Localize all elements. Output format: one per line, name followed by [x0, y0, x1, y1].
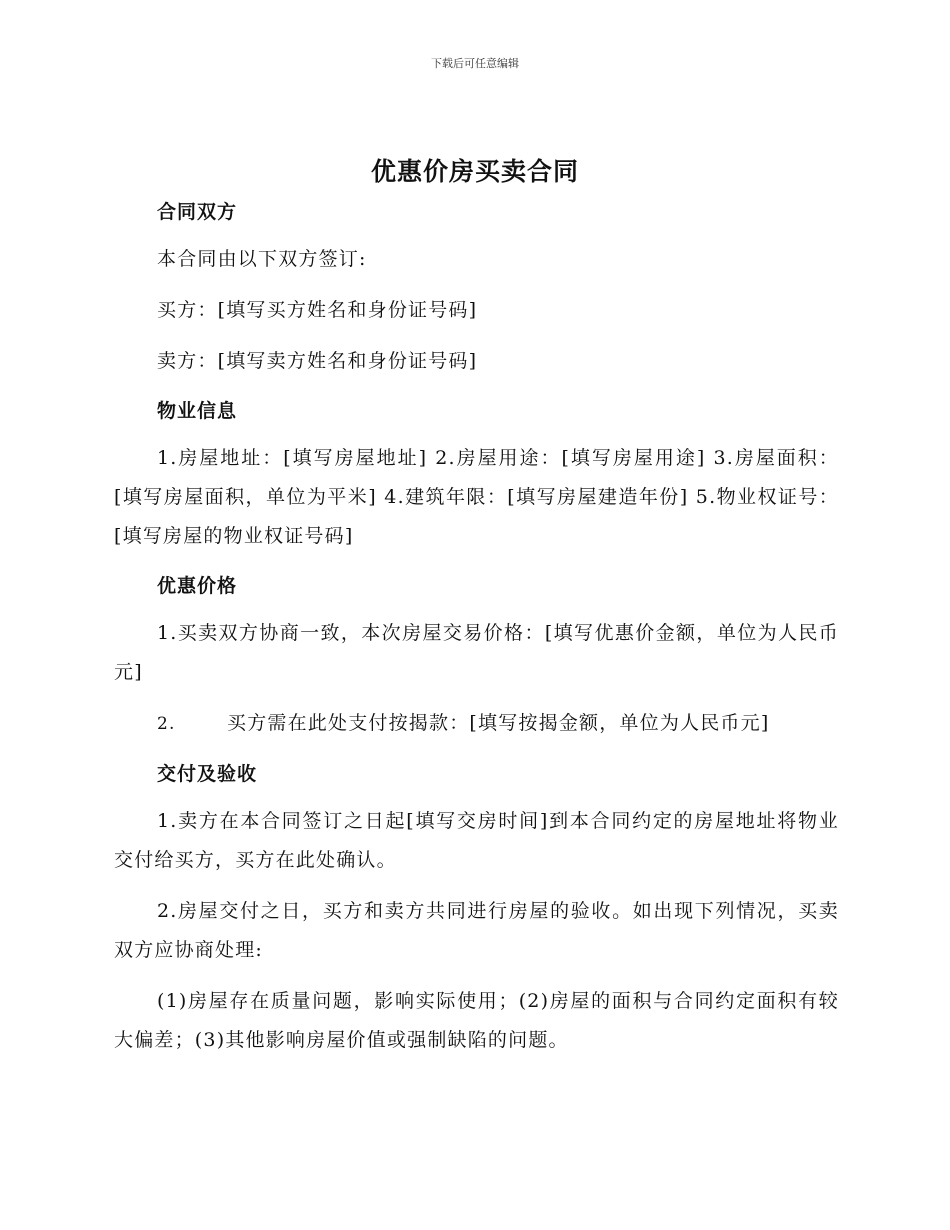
section-heading-property: 物业信息	[157, 400, 238, 422]
delivery-item-2: 2.房屋交付之日，买方和卖方共同进行房屋的验收。如出现下列情况，买卖双方应协商处理:	[114, 900, 839, 961]
property-details: 1.房屋地址：[填写房屋地址] 2.房屋用途：[填写房屋用途] 3.房屋面积：[填写房屋面积，单位为平米] 4.建筑年限：[填写房屋建造年份] 5.物业权证号：[填写房屋的物业权证号码]	[114, 447, 839, 547]
seller-line: 卖方：[填写卖方姓名和身份证号码]	[157, 350, 478, 372]
price-item-1: 1.买卖双方协商一致，本次房屋交易价格：[填写优惠价金额，单位为人民币元]	[114, 622, 839, 683]
header-note: 下载后可任意编辑	[431, 57, 519, 70]
price-item-2-number: 2.	[157, 714, 176, 734]
section-heading-price: 优惠价格	[157, 575, 238, 597]
section-heading-parties: 合同双方	[157, 201, 238, 223]
price-item-2-text: 买方需在此处支付按揭款：[填写按揭金额，单位为人民币元]	[227, 712, 770, 734]
buyer-line: 买方：[填写买方姓名和身份证号码]	[157, 299, 478, 321]
price-item-2	[114, 704, 839, 744]
section-heading-delivery: 交付及验收	[157, 763, 258, 785]
delivery-item-3: (1)房屋存在质量问题，影响实际使用；(2)房屋的面积与合同约定面积有较大偏差；(3)其他影响房屋价值或强制缺陷的问题。	[114, 990, 839, 1051]
document-body	[114, 196, 839, 1060]
document-title: 优惠价房买卖合同	[370, 157, 579, 186]
parties-intro: 本合同由以下双方签订:	[157, 248, 367, 270]
delivery-item-1: 1.卖方在本合同签订之日起[填写交房时间]到本合同约定的房屋地址将物业交付给买方，买方在此处确认。	[114, 810, 839, 871]
